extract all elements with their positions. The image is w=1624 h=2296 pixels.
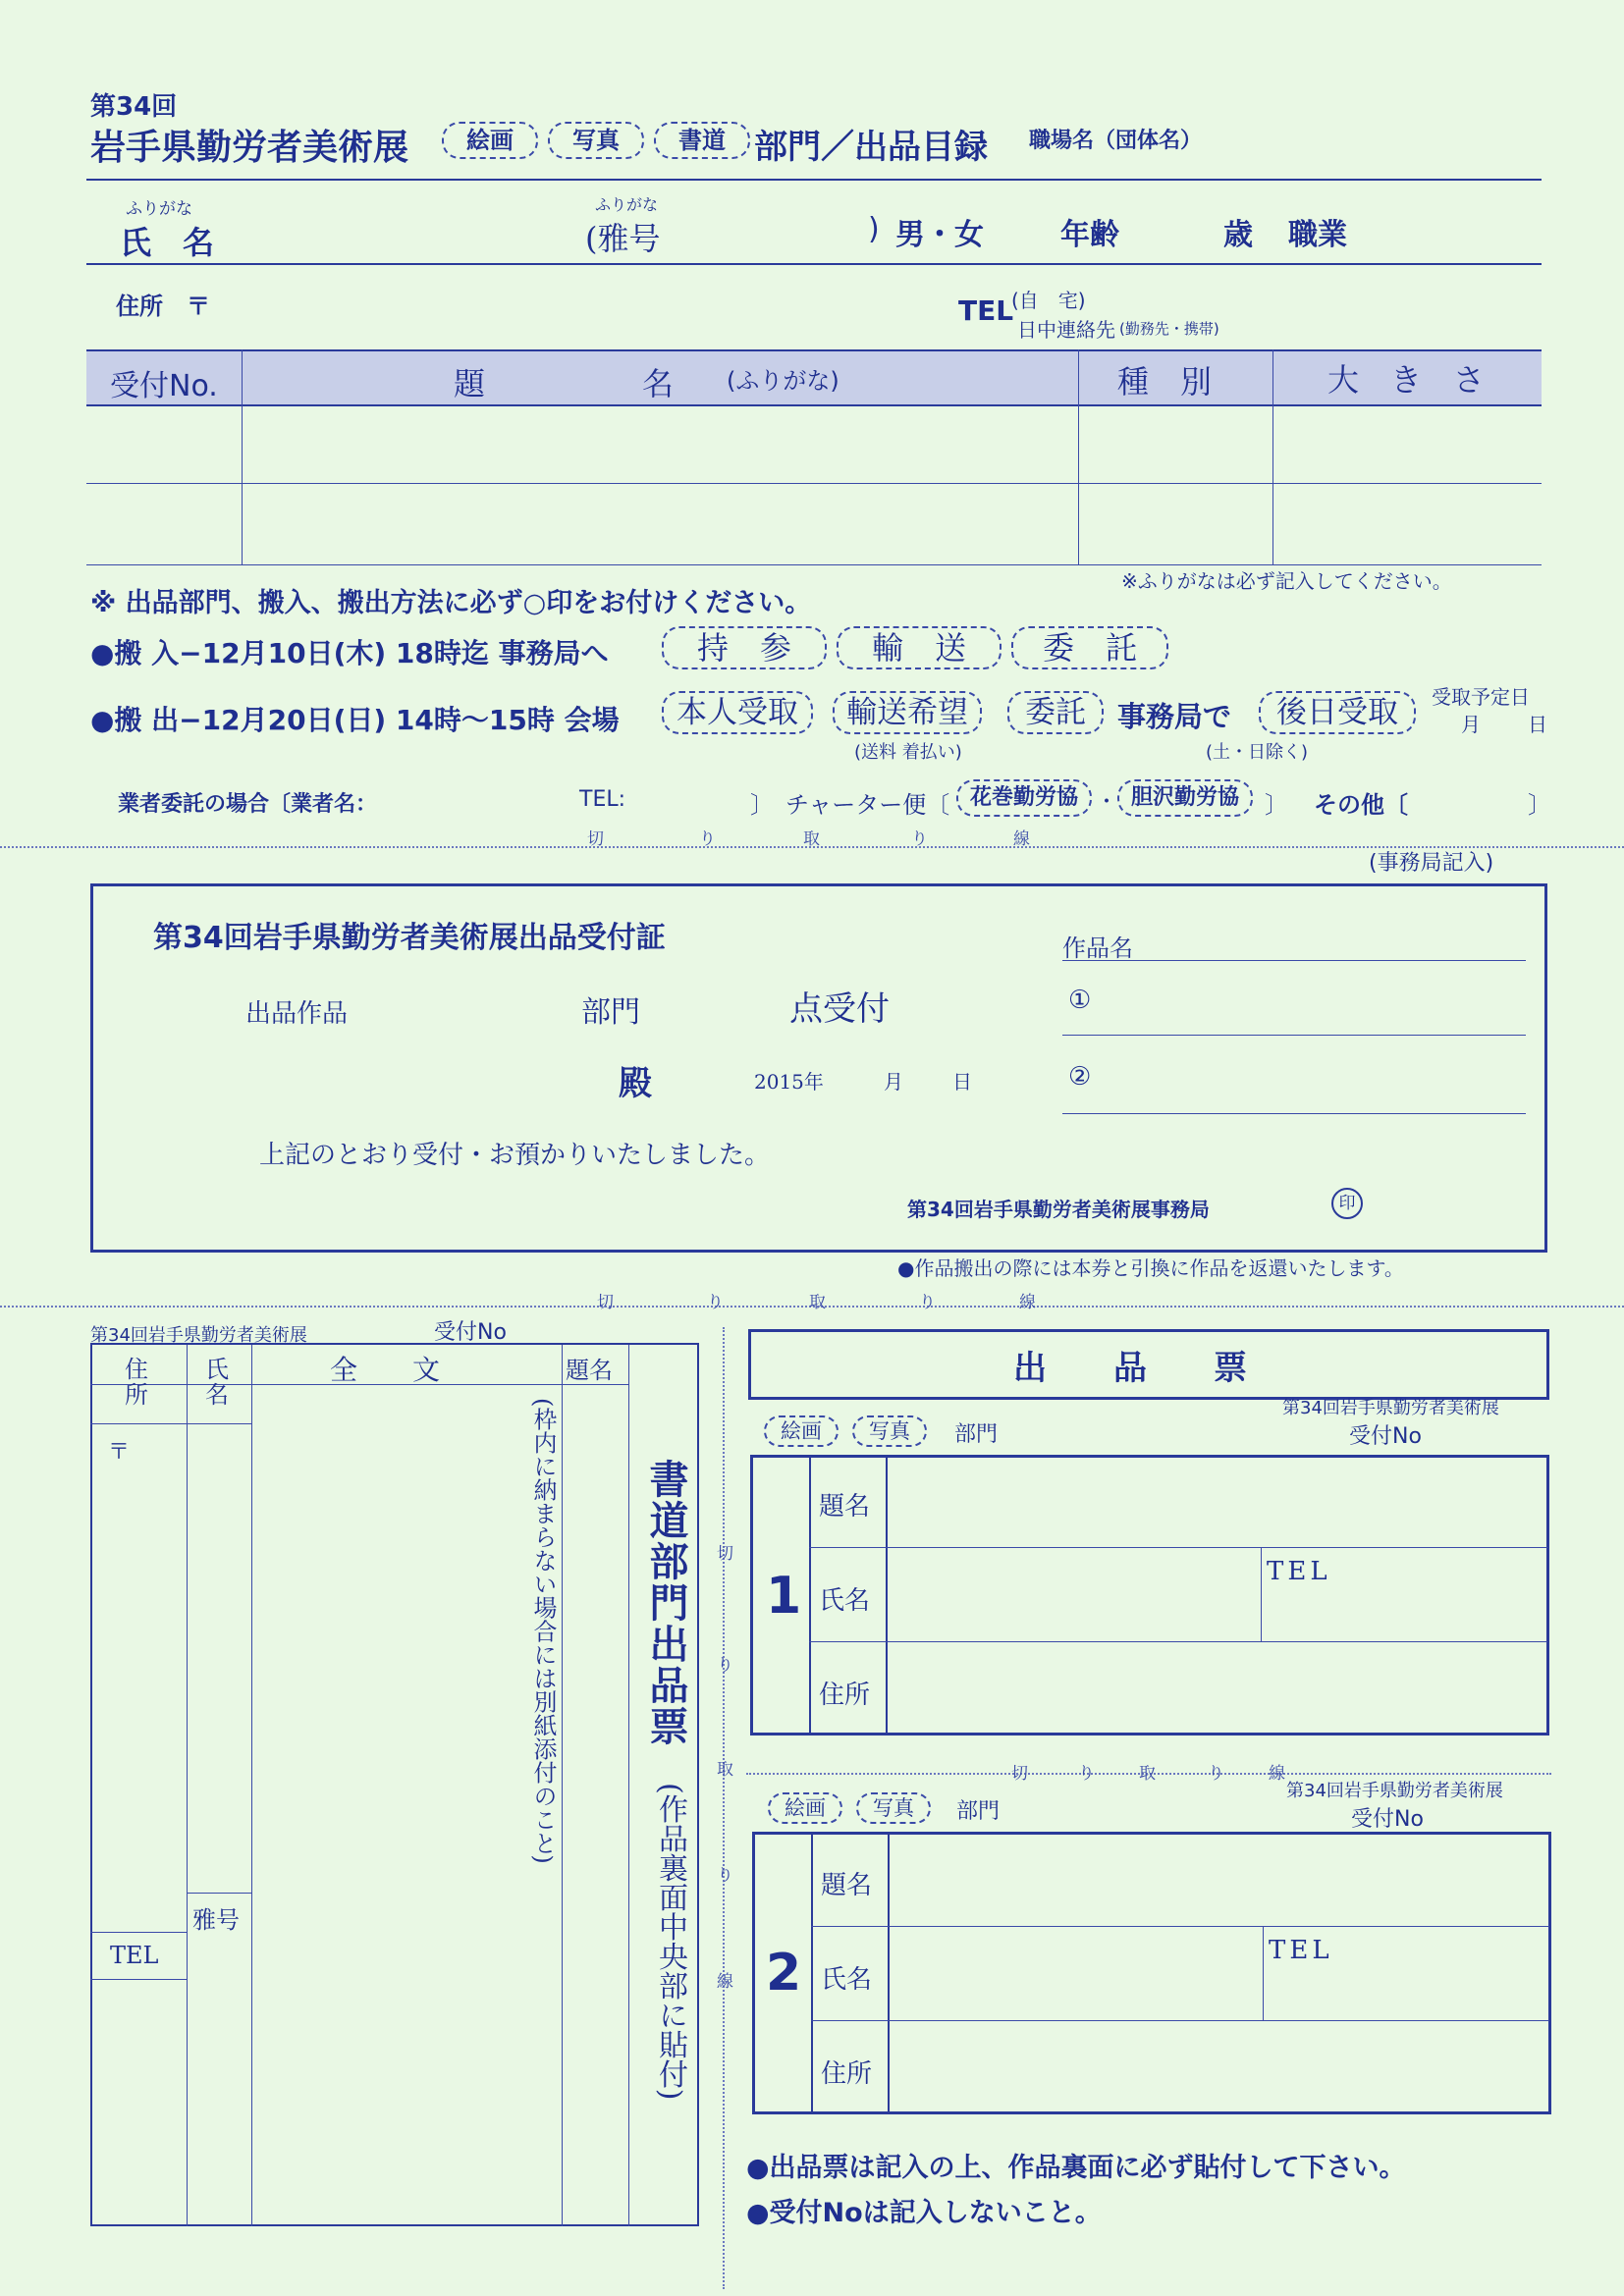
address-label: 住所 〒 [116, 293, 210, 320]
slip2-number: 2 [766, 1944, 802, 2002]
tel-day-label: 日中連絡先 [1017, 318, 1115, 342]
slip1-dept: 部門 [954, 1422, 999, 1447]
cut-char: 線 [1269, 1764, 1285, 1784]
col-title: 題 名 [454, 365, 675, 402]
out-option-later[interactable]: 後日受取 [1259, 691, 1416, 734]
item-2: ② [1068, 1062, 1092, 1092]
calligraphy-org: 第34回岩手県勤労者美術展 [90, 1325, 307, 1346]
pickup-date-label: 受取予定日 [1432, 685, 1530, 709]
charter-separator: ・ [1096, 790, 1118, 815]
slip1-row-title: 題名 [819, 1492, 871, 1522]
category-photo[interactable]: 写真 [548, 122, 644, 159]
slip2-org: 第34回岩手県勤労者美術展 [1286, 1781, 1503, 1801]
cut-char: 切 [597, 1293, 614, 1312]
out-option-ship[interactable]: 輸送希望 [833, 691, 982, 734]
col-address: 住所 [125, 1356, 148, 1409]
receipt-day: 日 [952, 1070, 972, 1094]
cut-char: 取 [809, 1293, 826, 1312]
zip-mark: 〒 [108, 1440, 131, 1465]
item-1: ① [1068, 986, 1092, 1015]
count-label: 点受付 [789, 989, 890, 1029]
cut-char: 切 [717, 1544, 733, 1564]
slip2-recv: 受付No [1351, 1807, 1424, 1832]
receipt-year: 2015年 [754, 1070, 824, 1094]
tel-day-note: (勤務先・携帯) [1119, 320, 1219, 338]
delivery-out-label: ●搬 出−12月20日(日) 14時～15時 会場 [90, 704, 620, 736]
slip1-number: 1 [766, 1567, 802, 1626]
calligraphy-recv: 受付No [434, 1320, 507, 1345]
slip1-row-addr: 住所 [819, 1681, 871, 1710]
cut-char: り [1078, 1764, 1095, 1784]
slip2-dept: 部門 [956, 1799, 1001, 1824]
slip-title: 出 品 票 [1013, 1349, 1247, 1388]
calligraphy-box [90, 1343, 699, 2226]
age-unit: 歳 [1223, 218, 1253, 252]
category-calligraphy[interactable]: 書道 [654, 122, 750, 159]
tel-home-label: (自 宅) [1011, 289, 1086, 312]
pen-name-furigana: ふりがな [595, 195, 659, 214]
in-option-ship[interactable]: 輸 送 [837, 626, 1001, 669]
col-name: 氏名 [205, 1356, 229, 1409]
col-full-text: 全 文 [330, 1354, 441, 1386]
pen-name-close: ) [868, 212, 880, 246]
calligraphy-side-title: 書道部門出品票 [643, 1459, 688, 1747]
name-furigana: ふりがな [126, 199, 192, 219]
cut-char: 線 [1019, 1293, 1036, 1312]
age-label: 年齢 [1060, 218, 1119, 252]
col-title-note: (ふりがな) [727, 367, 839, 395]
delivery-in-label: ●搬 入−12月10日(木) 18時迄 事務局へ [90, 637, 609, 669]
charter-close: 〕 [1265, 791, 1288, 819]
col-size: 大 き さ [1327, 361, 1486, 399]
cut-char: 線 [717, 1972, 733, 1992]
slip2-tel: TEL [1269, 1936, 1333, 1965]
circle-instruction: ※ 出品部門、搬入、搬出方法に必ず○印をお付けください。 [90, 588, 812, 618]
slip-note-2: ●受付Noは記入しないこと。 [746, 2198, 1102, 2228]
slip1-cat-painting[interactable]: 絵画 [764, 1415, 839, 1447]
slip2-box [752, 1832, 1551, 2114]
workplace-label: 職場名（団体名） [1029, 129, 1203, 153]
slip2-cat-photo[interactable]: 写真 [856, 1792, 931, 1824]
name-label: 氏 名 [120, 224, 215, 261]
edition-label: 第34回 [90, 92, 178, 122]
cut-char: り [707, 1293, 724, 1312]
slip2-row-title: 題名 [821, 1871, 873, 1900]
cut-char: 取 [1139, 1764, 1156, 1784]
cut-char: り [1208, 1764, 1224, 1784]
out-option-self[interactable]: 本人受取 [662, 691, 813, 734]
slip-note-1: ●出品票は記入の上、作品裏面に必ず貼付して下さい。 [746, 2153, 1406, 2183]
gender-label[interactable]: 男・女 [895, 218, 984, 252]
cut-char: り [717, 1656, 733, 1676]
other-close: 〕 [1528, 791, 1551, 819]
col-receipt-no: 受付No. [110, 369, 218, 403]
office-note: (事務局記入) [1369, 851, 1494, 876]
pen-name-cell: 雅号 [192, 1906, 240, 1934]
other-label: その他〔 [1314, 791, 1408, 819]
out-later-note: (土・日除く) [1206, 742, 1309, 763]
agent-label: 業者委託の場合〔業者名： [118, 792, 378, 817]
charter-isawa[interactable]: 胆沢勤労協 [1117, 779, 1253, 817]
cut-char: 取 [717, 1760, 733, 1780]
out-office-label: 事務局で [1117, 700, 1232, 733]
slip2-cat-painting[interactable]: 絵画 [768, 1792, 842, 1824]
cut-char: り [911, 829, 928, 849]
slip2-row-name: 氏名 [821, 1965, 873, 1995]
slip1-box [750, 1455, 1549, 1735]
cut-char: 取 [803, 829, 820, 849]
category-painting[interactable]: 絵画 [442, 122, 538, 159]
receipt-office: 第34回岩手県勤労者美術展事務局 [907, 1198, 1210, 1221]
charter-label: チャーター便〔 [785, 791, 950, 819]
return-note: ●作品搬出の際には本券と引換に作品を返還いたします。 [897, 1256, 1404, 1280]
title-suffix: 部門／出品目録 [754, 128, 988, 167]
in-option-bring[interactable]: 持 参 [662, 626, 827, 669]
cut-char: 切 [587, 829, 604, 849]
furigana-note: ※ふりがなは必ず記入してください。 [1121, 569, 1452, 593]
cut-char: り [699, 829, 716, 849]
pickup-month: 月 [1461, 713, 1481, 736]
col-type: 種 別 [1117, 363, 1213, 400]
col-work-title: 題名 [566, 1357, 613, 1384]
tel-label: TEL [958, 294, 1014, 327]
page-title: 岩手県勤労者美術展 [90, 128, 409, 168]
agent-close: 〕 [750, 791, 774, 819]
entry-label: 出品作品 [245, 999, 349, 1029]
cut-char: り [717, 1866, 733, 1886]
slip1-row-name: 氏名 [819, 1586, 871, 1616]
receipt-title: 第34回岩手県勤労者美術展出品受付証 [153, 921, 666, 955]
slip1-tel: TEL [1267, 1557, 1331, 1586]
pen-name-label: (雅号 [585, 220, 661, 257]
cut-char: 切 [1011, 1764, 1028, 1784]
calligraphy-note: (枠内に納まらない場合には別紙添付のこと) [529, 1398, 557, 1864]
calligraphy-side-note: (作品裏面中央部に貼付) [653, 1783, 687, 2101]
receipt-confirm: 上記のとおり受付・お預かりいたしました。 [259, 1141, 771, 1170]
in-option-consign[interactable]: 委 託 [1011, 626, 1168, 669]
slip1-org: 第34回岩手県勤労者美術展 [1282, 1398, 1499, 1418]
work-name-label: 作品名 [1062, 934, 1133, 962]
slip1-recv: 受付No [1349, 1424, 1422, 1449]
recipient-suffix: 殿 [619, 1064, 652, 1103]
dept-label: 部門 [581, 995, 640, 1030]
slip2-row-addr: 住所 [821, 2059, 873, 2089]
out-option-consign[interactable]: 委託 [1007, 691, 1104, 734]
vertical-cut-line [723, 1327, 725, 2289]
cut-char: 線 [1013, 829, 1030, 849]
occupation-label: 職業 [1288, 218, 1347, 252]
cut-char: り [919, 1293, 936, 1312]
receipt-month: 月 [884, 1070, 903, 1094]
charter-hanamaki[interactable]: 花巻勤労協 [956, 779, 1092, 817]
tel-cell: TEL [110, 1942, 159, 1969]
seal-mark: 印 [1331, 1188, 1363, 1219]
out-ship-note: (送料 着払い) [854, 742, 962, 763]
agent-tel: TEL: [579, 787, 626, 812]
pickup-day: 日 [1528, 713, 1547, 736]
slip1-cat-photo[interactable]: 写真 [852, 1415, 927, 1447]
